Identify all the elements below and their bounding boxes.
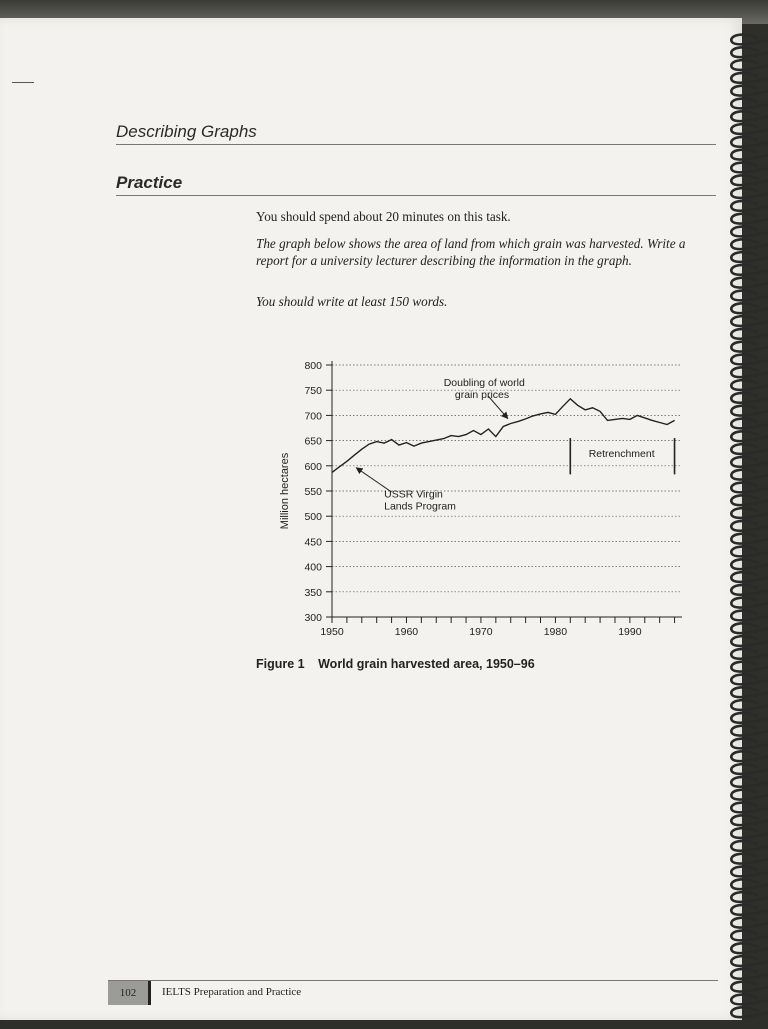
spiral-coil: [731, 726, 768, 736]
spiral-coil: [731, 35, 768, 45]
x-tick-label: 1960: [394, 626, 419, 638]
spiral-coil: [731, 662, 768, 672]
grain-area-chart: [270, 353, 690, 643]
x-tick-label: 1990: [618, 626, 642, 638]
y-tick-label: 750: [304, 385, 322, 398]
figure-number: Figure 1: [256, 657, 305, 671]
spiral-coil: [731, 73, 768, 83]
spiral-coil: [731, 598, 768, 608]
y-tick-label: 400: [304, 561, 322, 574]
spiral-coil: [731, 60, 768, 70]
spiral-coil: [731, 790, 768, 800]
spiral-coil: [731, 713, 768, 723]
y-tick-label: 350: [304, 586, 322, 599]
spiral-coil: [731, 303, 768, 313]
spiral-coil: [731, 700, 768, 710]
practice-heading: Practice: [116, 173, 716, 196]
spiral-coil: [731, 892, 768, 902]
annotation-doubling-prices: Doubling of world grain prices: [443, 377, 525, 402]
spiral-coil: [731, 188, 768, 198]
spiral-coil: [731, 86, 768, 96]
spiral-coil: [731, 175, 768, 185]
spiral-coil: [731, 751, 768, 761]
time-instruction: You should spend about 20 minutes on this task.: [256, 209, 511, 224]
spiral-coil: [731, 931, 768, 941]
spiral-coil: [731, 585, 768, 595]
spiral-coil: [731, 355, 768, 365]
y-tick-label: 650: [304, 435, 322, 448]
spiral-coil: [731, 214, 768, 224]
spiral-binding: [724, 30, 768, 1024]
y-tick-label: 600: [304, 460, 322, 473]
x-tick-label: 1950: [320, 626, 344, 638]
spiral-coil: [731, 329, 768, 339]
spiral-coil: [731, 1007, 768, 1017]
spiral-coil: [731, 739, 768, 749]
spiral-coil: [731, 815, 768, 825]
footer-divider: [148, 981, 151, 1005]
spiral-coil: [731, 803, 768, 813]
spiral-coil: [731, 483, 768, 493]
spiral-coil: [731, 342, 768, 352]
book-page: [0, 18, 742, 1020]
spiral-coil: [731, 278, 768, 288]
spiral-coil: [731, 867, 768, 877]
book-title: IELTS Preparation and Practice: [162, 986, 302, 998]
annotation-virgin-lands: USSR Virgin Lands Program: [384, 488, 456, 513]
chart-annotations: [356, 377, 674, 512]
spiral-coil: [731, 265, 768, 275]
spiral-coil: [731, 995, 768, 1005]
spiral-coil: [731, 764, 768, 774]
annotation-retrenchment: Retrenchment: [588, 448, 655, 461]
y-axis-label: Million hectares: [279, 452, 291, 530]
task-prompt: The graph below shows the area of land from which grain was harvested. Write a report for a university lecturer describing the information in the graph.: [256, 236, 686, 268]
figure-caption-text: World grain harvested area, 1950–96: [318, 657, 535, 671]
series-line: [332, 399, 675, 473]
x-tick-label: 1970: [469, 626, 493, 638]
spiral-coil: [731, 406, 768, 416]
spiral-coil: [731, 163, 768, 173]
y-tick-label: 500: [304, 511, 322, 524]
spiral-coil: [731, 649, 768, 659]
spiral-coil: [731, 687, 768, 697]
spiral-coil: [731, 547, 768, 557]
spiral-coil: [731, 393, 768, 403]
section-title: Describing Graphs: [116, 122, 716, 145]
x-tick-labels: [320, 617, 674, 638]
spiral-coil: [731, 675, 768, 685]
spiral-coil: [731, 252, 768, 262]
spiral-coil: [731, 828, 768, 838]
spiral-coil: [731, 777, 768, 787]
spiral-coil: [731, 956, 768, 966]
spiral-coil: [731, 623, 768, 633]
y-tick-label: 700: [304, 410, 322, 423]
spiral-coil: [731, 99, 768, 109]
spiral-coil: [731, 431, 768, 441]
spiral-coil: [731, 508, 768, 518]
spiral-coil: [731, 380, 768, 390]
spiral-coil: [731, 943, 768, 953]
spiral-coil: [731, 367, 768, 377]
spiral-coil: [731, 969, 768, 979]
spiral-coil: [731, 227, 768, 237]
spiral-coil: [731, 239, 768, 249]
y-tick-label: 800: [304, 360, 322, 372]
spiral-coil: [731, 201, 768, 211]
spiral-coil: [731, 854, 768, 864]
figure-caption: [256, 657, 596, 671]
spiral-coil: [731, 124, 768, 134]
spiral-coil: [731, 611, 768, 621]
spiral-coil: [731, 150, 768, 160]
page-number: 102: [108, 981, 148, 1005]
y-tick-labels: [304, 360, 332, 624]
spiral-coil: [731, 495, 768, 505]
spiral-coil: [731, 982, 768, 992]
spiral-coil: [731, 879, 768, 889]
spiral-coil: [731, 918, 768, 928]
spiral-coil: [731, 444, 768, 454]
spiral-coil: [731, 137, 768, 147]
spiral-coil: [731, 470, 768, 480]
spiral-coil: [731, 905, 768, 915]
word-instruction: You should write at least 150 words.: [256, 294, 448, 309]
spiral-coil: [731, 559, 768, 569]
spiral-coil: [731, 111, 768, 121]
spiral-coil: [731, 316, 768, 326]
spiral-coil: [731, 457, 768, 467]
spiral-coil: [731, 841, 768, 851]
spiral-coil: [731, 636, 768, 646]
spiral-coil: [731, 419, 768, 429]
annotation-arrow: [356, 468, 391, 492]
margin-mark: [12, 82, 34, 83]
spiral-coil: [731, 521, 768, 531]
y-tick-label: 550: [304, 486, 322, 498]
y-tick-label: 300: [304, 612, 322, 624]
spiral-coil: [731, 534, 768, 544]
footer-rule: [108, 980, 718, 981]
x-tick-label: 1980: [543, 626, 568, 638]
spiral-coil: [731, 572, 768, 582]
y-tick-label: 450: [304, 536, 322, 549]
spiral-coil: [731, 47, 768, 57]
spiral-coil: [731, 291, 768, 301]
